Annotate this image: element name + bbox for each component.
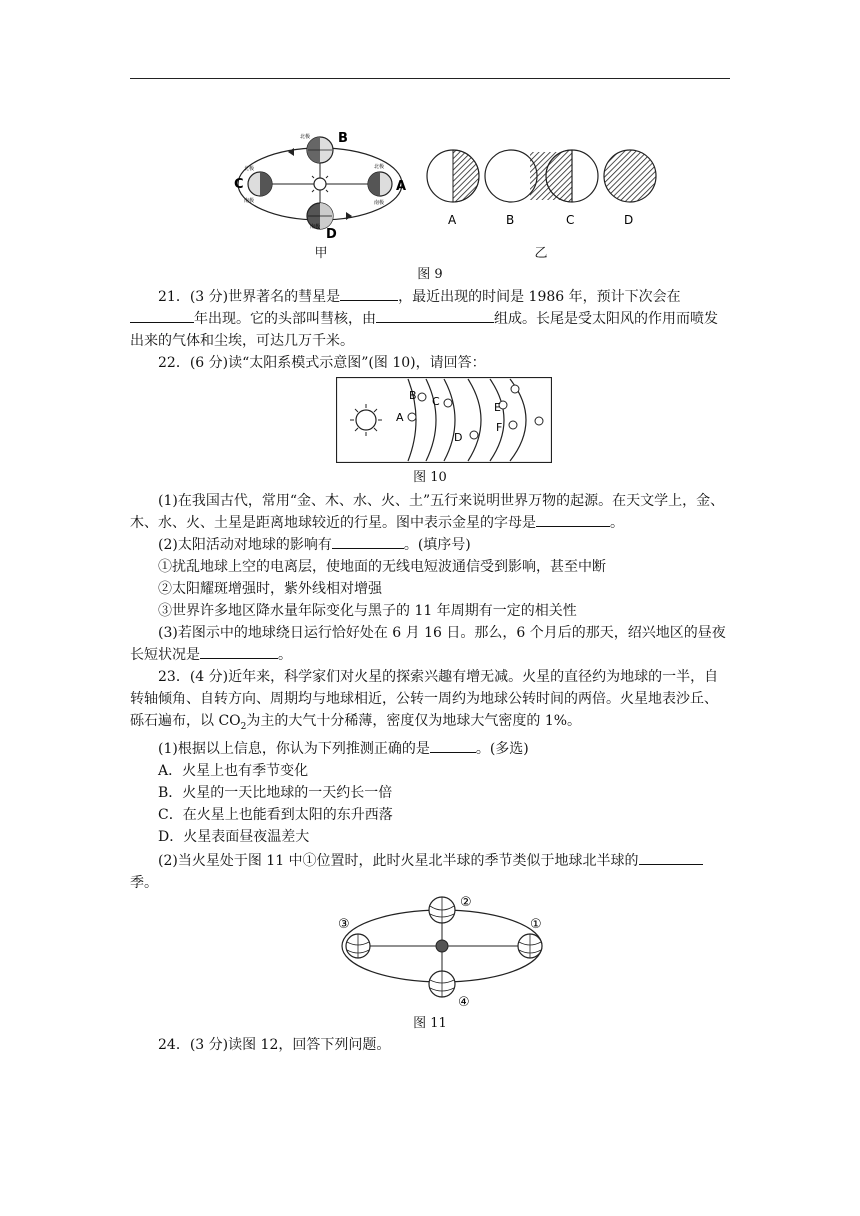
fig9-jia-small-4: 南极 — [244, 198, 255, 204]
q21-blank-1[interactable] — [340, 286, 398, 301]
q21-number: 21． — [158, 289, 190, 305]
fig9-yi-label-c: C — [566, 213, 575, 227]
q22-option-3: ③世界许多地区降水量年际变化与黑子的 11 年周期有一定的相关性 — [158, 603, 577, 619]
q21-text-4: 组成。长尾是受太阳风的作用而喷发出来的气体和尘埃，可达几万千米。 — [130, 311, 718, 349]
q22-sub-3 — [130, 622, 730, 666]
fig9-sub-jia: 甲 — [314, 246, 328, 261]
q23-s2-end: 季。 — [130, 875, 158, 891]
q22-score: (6 分) — [189, 355, 229, 371]
q23-s1-text: (1)根据以上信息，你认为下列推测正确的是 — [158, 741, 430, 757]
q22-stem: 读“太阳系模式示意图”(图 10)，请回答： — [228, 355, 486, 371]
q22-blank-1[interactable] — [536, 512, 610, 527]
q22-s2-end: 。(填序号) — [403, 537, 471, 553]
question-21 — [130, 286, 730, 352]
q24-number: 24． — [158, 1037, 190, 1053]
q22-blank-2[interactable] — [332, 534, 404, 549]
q21-blank-3[interactable] — [376, 308, 494, 323]
q22-s2-text: (2)太阳活动对地球的影响有 — [158, 537, 332, 553]
q22-s1-end: 。 — [610, 515, 624, 531]
q23-blank-2[interactable] — [639, 850, 703, 865]
fig9-yi-label-d: D — [624, 213, 634, 227]
figure-11 — [336, 886, 556, 1010]
fig9-jia-label-d: D — [326, 227, 337, 240]
q23-sub-1 — [130, 738, 730, 760]
q22-sub-1 — [130, 490, 730, 534]
q23-option-a: A．火星上也有季节变化 — [158, 763, 309, 779]
fig9-jia-label-c: C — [234, 177, 244, 192]
fig11-label-3: ③ — [338, 917, 350, 932]
fig9-jia-small-5: 北极 — [374, 164, 385, 170]
q23-option-b: B．火星的一天比地球的一天约长一倍 — [158, 785, 393, 801]
q23-option-c: C．在火星上也能看到太阳的东升西落 — [158, 807, 393, 823]
q21-text-1: 世界著名的彗星是 — [228, 289, 341, 305]
q23-s1-end: 。(多选) — [475, 741, 529, 757]
q23-blank-1[interactable] — [430, 738, 476, 753]
fig9-jia-small-3: 北极 — [244, 166, 255, 172]
fig9-jia-small-6: 南极 — [374, 200, 385, 206]
q22-s3-text: (3)若图示中的地球绕日运行恰好处在 6 月 16 日。那么，6 个月后的那天，绍兴地区的昼夜长短状况是 — [130, 625, 726, 663]
fig10-caption: 图 10 — [413, 470, 447, 485]
question-23 — [130, 666, 730, 738]
figure-9-yi — [420, 146, 664, 236]
q24-score: (3 分) — [189, 1037, 229, 1053]
fig11-label-4: ④ — [458, 995, 470, 1010]
q22-option-1: ①扰乱地球上空的电离层，使地面的无线电短波通信受到影响，甚至中断 — [158, 559, 606, 575]
fig9-yi-label-a: A — [448, 213, 457, 227]
q22-sub-2 — [130, 534, 730, 556]
q22-s1-text: (1)在我国古代，常用“金、木、水、火、土”五行来说明世界万物的起源。在天文学上，金、木、水、火、土星是距离地球较近的行星。图中表示金星的字母是 — [130, 493, 725, 531]
question-24 — [130, 1034, 730, 1056]
q21-score: (3 分) — [189, 289, 229, 305]
fig9-jia-label-b: B — [338, 131, 348, 146]
q23-co2-subscript: 2 — [240, 721, 247, 732]
figure-10 — [336, 377, 552, 463]
q23-score: (4 分) — [189, 669, 229, 685]
fig11-label-2: ② — [460, 895, 472, 910]
q21-blank-2[interactable] — [130, 308, 194, 323]
fig9-sub-yi: 乙 — [534, 246, 548, 261]
q23-number: 23． — [158, 669, 190, 685]
figure-9-jia — [228, 128, 420, 240]
q22-option-2: ②太阳耀斑增强时，紫外线相对增强 — [158, 581, 382, 597]
header-rule — [130, 78, 730, 79]
q23-s2-text: (2)当火星处于图 11 中①位置时，此时火星北半球的季节类似于地球北半球的 — [158, 853, 639, 869]
fig10-label-c: C — [432, 395, 440, 408]
fig11-caption: 图 11 — [413, 1016, 447, 1031]
fig10-label-f: F — [496, 421, 503, 434]
q23-stem-b: 为主的大气十分稀薄，密度仅为地球大气密度的 1%。 — [246, 713, 582, 729]
fig11-label-1: ① — [530, 917, 542, 932]
q21-text-2: ，最近出现的时间是 1986 年，预计下次会在 — [398, 289, 681, 305]
fig9-jia-label-a: A — [396, 179, 407, 194]
fig10-label-d: D — [454, 431, 463, 444]
fig9-caption: 图 9 — [417, 267, 443, 282]
fig10-label-a: A — [396, 411, 404, 424]
fig9-jia-small-1: 北极 — [300, 134, 311, 140]
q23-stem-a: 近年来，科学家们对火星的探索兴趣有增无减。火星的直径约为地球的一半，自转轴倾角、自转方向、周期均与地球相近，公转一周约为地球公转时间的两倍。火星地表沙丘、砾石遍布，以 CO — [130, 669, 719, 729]
fig10-label-b: B — [409, 389, 417, 402]
q21-text-3: 年出现。它的头部叫彗核，由 — [194, 311, 376, 327]
q22-s3-end: 。 — [278, 647, 292, 663]
q22-blank-3[interactable] — [200, 644, 278, 659]
fig9-jia-small-2: 南极 — [310, 224, 321, 230]
fig10-label-e: E — [494, 401, 501, 414]
fig9-yi-label-b: B — [506, 213, 515, 227]
q23-option-d: D．火星表面昼夜温差大 — [158, 829, 310, 845]
question-22 — [130, 352, 730, 374]
q22-number: 22． — [158, 355, 190, 371]
q24-stem: 读图 12，回答下列问题。 — [228, 1037, 391, 1053]
